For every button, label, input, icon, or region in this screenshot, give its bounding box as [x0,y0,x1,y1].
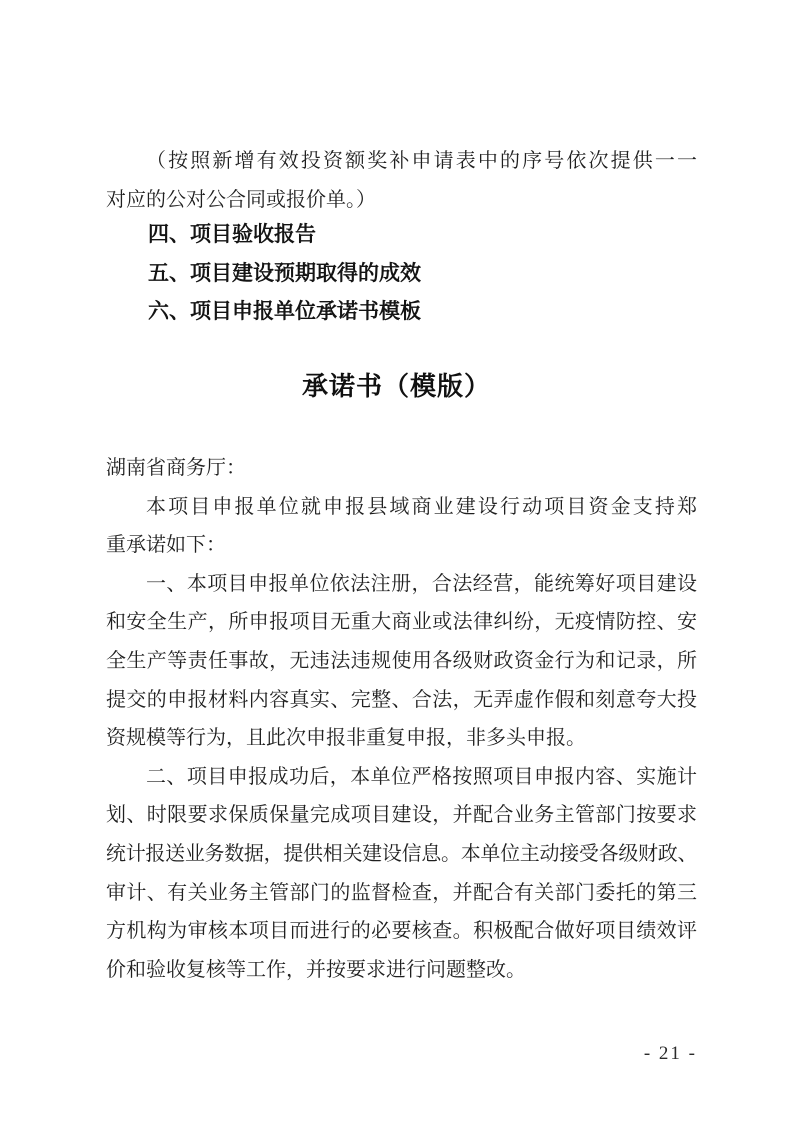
item-two-line-3: 统计报送业务数据，提供相关建设信息。本单位主动接受各级财政、 [106,842,697,865]
item-one-line-4: 提交的申报材料内容真实、完整、合法，无弄虚作假和刻意夸大投 [106,688,697,711]
letter-body [106,449,697,989]
opening-line-1: 本项目申报单位就申报县域商业建设行动项目资金支持郑 [146,495,697,518]
intro-line-2: 对应的公对公合同或报价单。） [106,188,376,211]
intro-paragraph [106,142,697,219]
item-two-line-2: 划、时限要求保质保量完成项目建设，并配合业务主管部门按要求 [106,804,697,827]
page-number: - 21 - [643,1043,697,1064]
attachment-item-4: 四、项目验收报告 [148,223,316,246]
item-two-line-4: 审计、有关业务主管部门的监督检查，并配合有关部门委托的第三 [106,881,697,904]
attachment-item-5: 五、项目建设预期取得的成效 [148,261,421,285]
salutation-line: 湖南省商务厅： [106,457,246,479]
intro-line-1: （按照新增有效投资额奖补申请表中的序号依次提供一一 [146,150,697,172]
item-one-line-1: 一、本项目申报单位依法注册，合法经营，能统筹好项目建设 [146,572,697,595]
item-one-line-2: 和安全生产，所申报项目无重大商业或法律纠纷，无疫情防控、安 [106,611,697,634]
item-two-line-1: 二、项目申报成功后，本单位严格按照项目申报内容、实施计 [146,765,697,788]
item-two-line-5: 方机构为审核本项目而进行的必要核查。积极配合做好项目绩效评 [106,920,697,943]
opening-line-2: 重承诺如下： [106,534,226,557]
item-two-line-6: 价和验收复核等工作，并按要求进行问题整改。 [106,958,526,981]
letter-title: 承诺书（模版） [301,372,491,401]
item-one-line-3: 全生产等责任事故，无违法违规使用各级财政资金行为和记录，所 [106,649,697,672]
attachment-item-6: 六、项目申报单位承诺书模板 [148,300,421,324]
item-one-line-5: 资规模等行为，且此次申报非重复申报，非多头申报。 [106,727,586,750]
attachment-list [148,216,421,332]
